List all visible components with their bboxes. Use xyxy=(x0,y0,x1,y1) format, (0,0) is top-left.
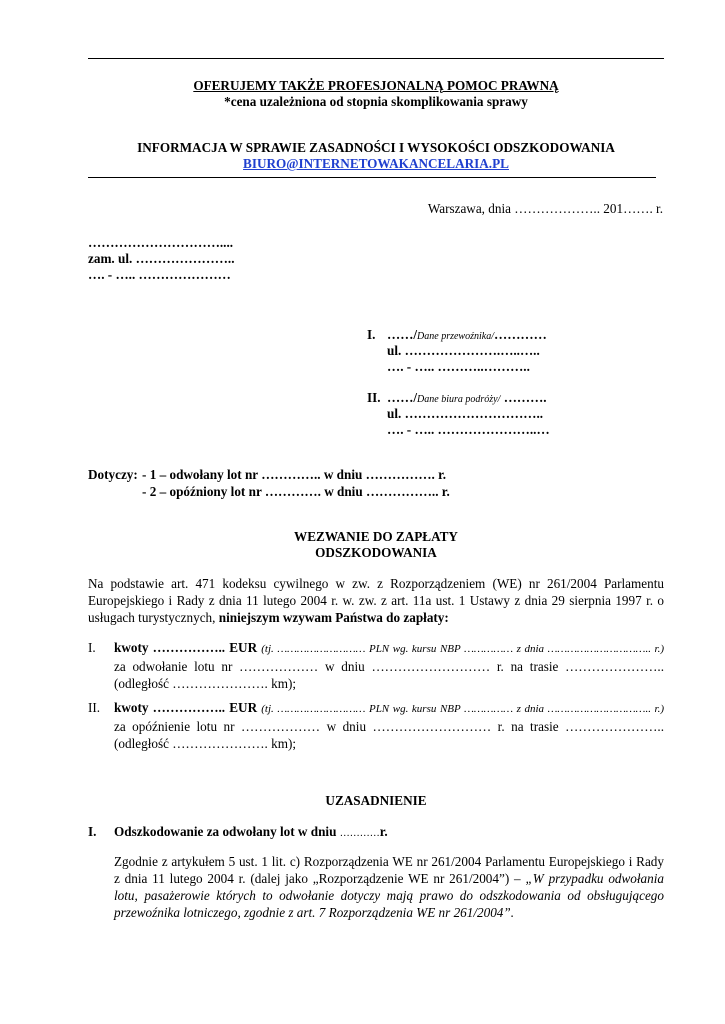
recipient-1-numeral: I. xyxy=(367,327,376,342)
top-rule xyxy=(88,58,664,59)
sender-name-line: ………………………….... xyxy=(88,235,234,250)
subject-label: Dotyczy: xyxy=(88,467,138,482)
justification-heading: UZASADNIENIE xyxy=(325,793,427,808)
claim-1-text: kwoty …………….. EUR (tj. ……………………… PLN wg. kursu NBP …………… z dnia ………………………….. r.) za odwołanie lotu nr ……………… w dniu ……………………… r. na trasie ………………….. (odległość …………………. km); xyxy=(114,640,665,691)
offer-heading: OFERUJEMY TAKŻE PROFESJONALNĄ POMOC PRAWNĄ xyxy=(193,78,559,93)
sender-street-line: zam. ul. ………………….. xyxy=(88,251,235,266)
recipient-2-name: ……/Dane biura podróży/ ………. xyxy=(387,390,547,405)
recipient-1-street: ul. ………………….…..….. xyxy=(387,343,540,358)
section-1-numeral: I. xyxy=(88,824,97,839)
subject-line-2: - 2 – opóźniony lot nr …………. w dniu …………….. r. xyxy=(142,484,450,499)
recipient-2-postal: …. - ….. …………………..… xyxy=(387,422,550,437)
justification-paragraph: Zgodnie z artykułem 5 ust. 1 lit. c) Rozporządzenia WE nr 261/2004 Parlamentu Europejskiego i Rady z dnia 11 lutego 2004 r. (dalej jako „Rozporządzenie WE nr 261/2004”) – „W przypadku odwołania lotu, pasażerowie których to odwołanie dotyczy mają prawo do odszkodowania od obsługującego przewoźnika lotniczego, zgodnie z art. 7 Rozporządzenia WE nr 261/2004”. xyxy=(114,854,665,920)
claim-2-text: kwoty …………….. EUR (tj. ……………………… PLN wg. kursu NBP …………… z dnia ………………………….. r.) za opóźnienie lotu nr ……………… w dniu ……………………… r. na trasie ………………….. (odległość …………………. km); xyxy=(114,700,665,751)
email-link[interactable]: BIURO@INTERNETOWAKANCELARIA.PL xyxy=(243,156,509,171)
recipient-1-postal: …. - ….. ………..……….. xyxy=(387,359,530,374)
document-title-line-1: WEZWANIE DO ZAPŁATY xyxy=(294,529,458,544)
header-rule xyxy=(88,177,656,178)
recipient-2-numeral: II. xyxy=(367,390,381,405)
recipient-1-name: ……/Dane przewoźnika/………… xyxy=(387,327,547,342)
claim-2-numeral: II. xyxy=(88,700,101,715)
intro-paragraph: Na podstawie art. 471 kodeksu cywilnego w zw. z Rozporządzeniem (WE) nr 261/2004 Parlamentu Europejskiego i Rady z dnia 11 lutego 2004 r. w. zw. z art. 11a ust. 1 Ustawy z dnia 29 sierpnia 1997 r. o usługach turystycznych, niniejszym wzywam Państwa do zapłaty: xyxy=(88,576,664,625)
email-link-row xyxy=(88,155,664,172)
claim-1-numeral: I. xyxy=(88,640,96,655)
sender-postal-line: …. - ….. ………………… xyxy=(88,267,231,282)
info-heading: INFORMACJA W SPRAWIE ZASADNOŚCI I WYSOKOŚCI ODSZKODOWANIA xyxy=(137,140,615,155)
price-note: *cena uzależniona od stopnia skomplikowania sprawy xyxy=(224,94,528,109)
recipient-2-street: ul. ………………………….. xyxy=(387,406,544,421)
place-date: Warszawa, dnia ……………….. 201……. r. xyxy=(427,201,663,216)
subject-line-1: - 1 – odwołany lot nr ………….. w dniu ……………. r. xyxy=(142,467,447,482)
section-1-title: Odszkodowanie za odwołany lot w dniu …………r. xyxy=(114,824,388,839)
document-title-line-2: ODSZKODOWANIA xyxy=(315,545,437,560)
